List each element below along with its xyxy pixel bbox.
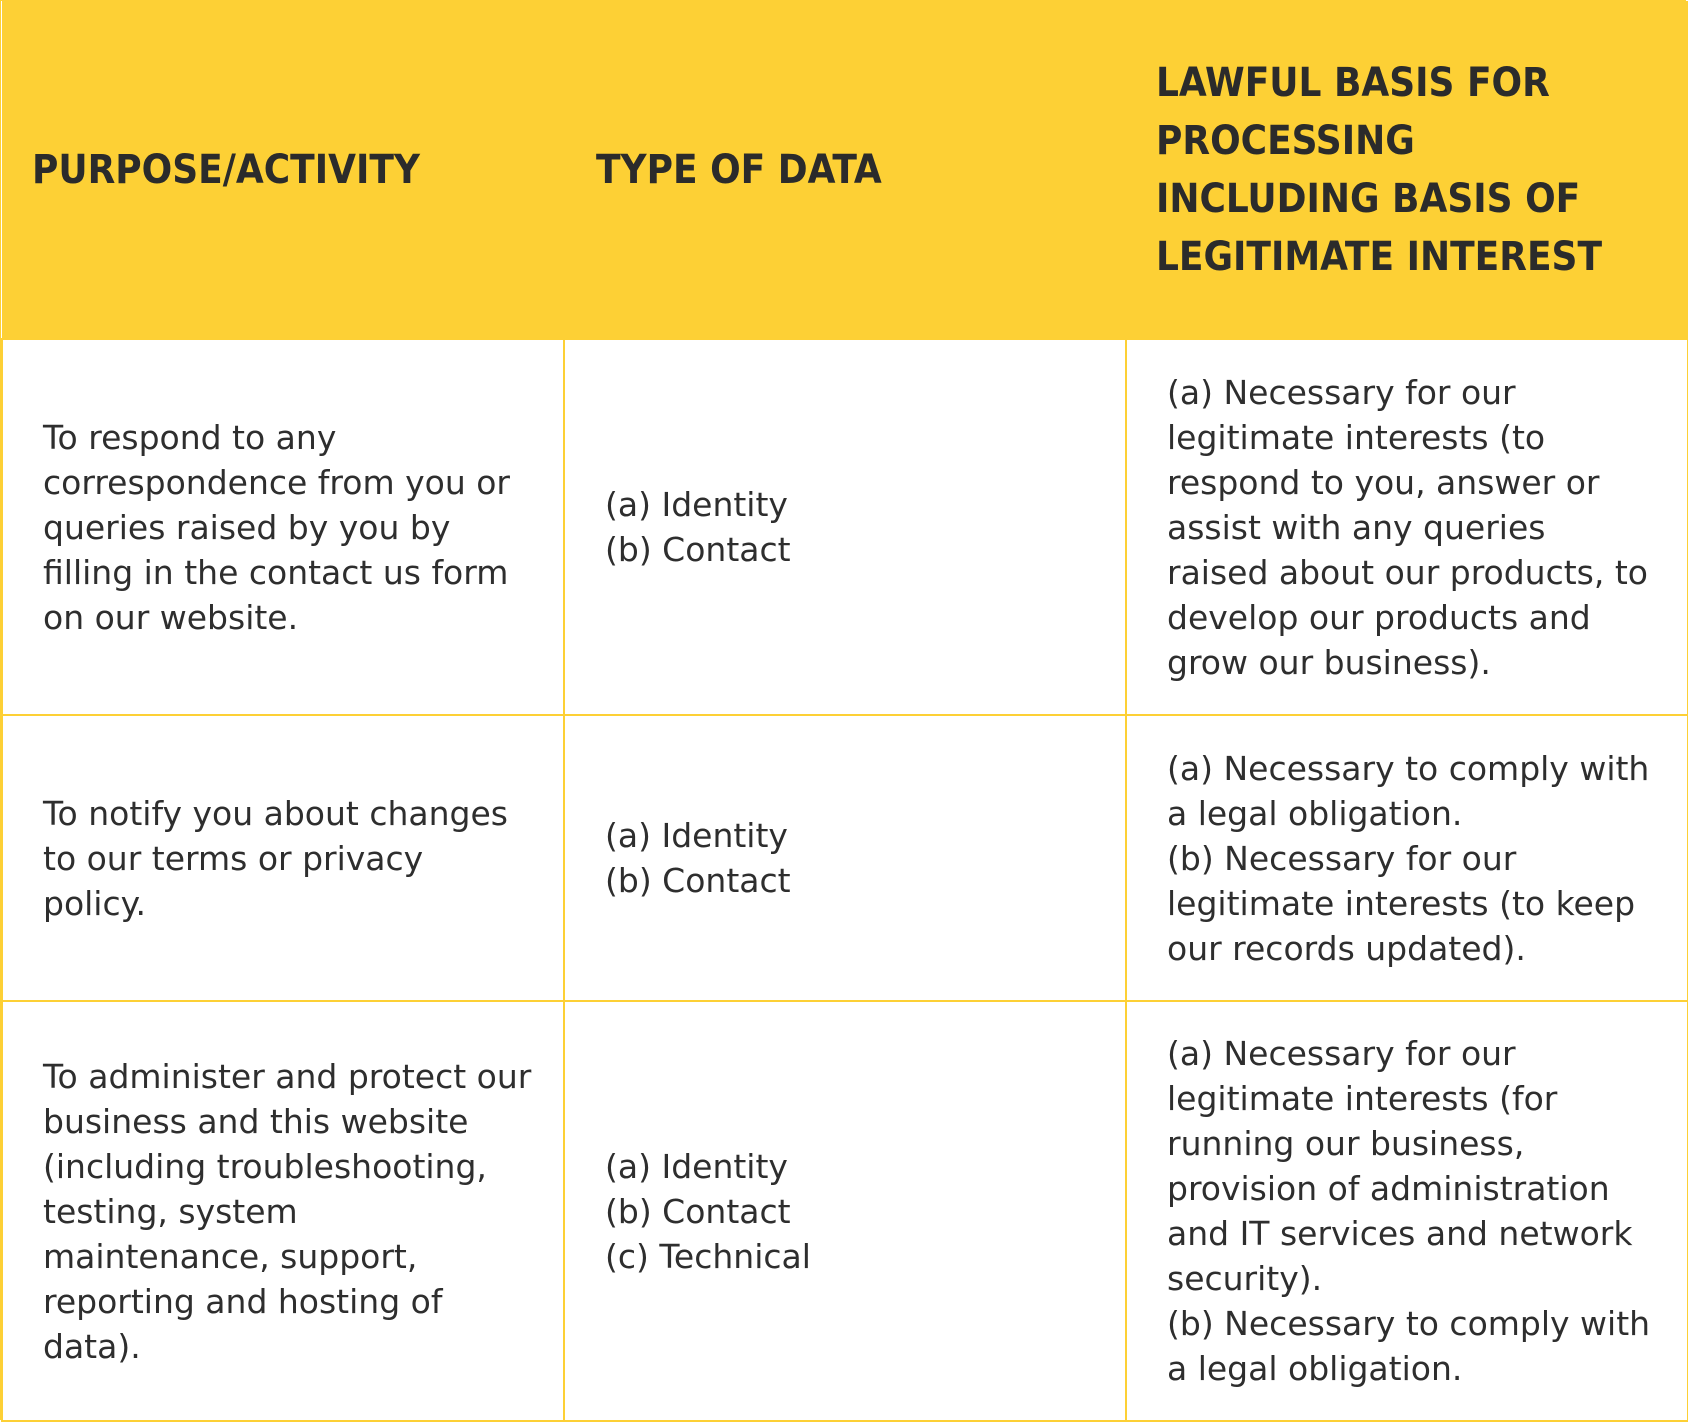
purpose-cell: [2, 339, 564, 715]
data-type-cell: [564, 339, 1126, 715]
purpose-text: To respond to any correspondence from you or queries raised by you by filling in the contact us form on our website.: [43, 417, 510, 637]
purpose-cell: [2, 1001, 564, 1421]
data-type-cell: [564, 715, 1126, 1001]
table-header: [2, 1, 1688, 339]
data-type-item: (a) Identity: [605, 485, 788, 524]
table-body: [2, 339, 1688, 1421]
lawful-basis-cell: [1126, 339, 1688, 715]
lawful-basis-item: (b) Necessary for our legitimate interests (to keep our records updated).: [1167, 838, 1636, 968]
lawful-basis-item: (a) Necessary for our legitimate interests (for running our business, provision of administration and IT services and network security).: [1167, 1034, 1633, 1298]
table-row: [2, 715, 1688, 1001]
data-type-item: (b) Contact: [605, 530, 791, 569]
purpose-text: To notify you about changes to our terms or privacy policy.: [43, 793, 508, 923]
header-row: [2, 1, 1688, 339]
data-type-item: (a) Identity: [605, 1146, 788, 1186]
header-lawful-basis: LAWFUL BASIS FOR PROCESSING INCLUDING BASIS OF LEGITIMATE INTEREST: [1126, 1, 1688, 339]
lawful-basis-item: (b) Necessary to comply with a legal obligation.: [1167, 1304, 1651, 1388]
table-row: [2, 339, 1688, 715]
data-type-item: (a) Identity: [605, 816, 788, 855]
lawful-basis-cell: [1126, 1001, 1688, 1421]
data-type-item: (b) Contact: [605, 861, 791, 900]
lawful-basis-table: [1, 1, 1688, 1422]
data-type-item: (b) Contact: [605, 1191, 791, 1231]
purpose-text: To administer and protect our business and this website (including troubleshooting, testing, system maintenance, support, reporting and hosting of data).: [43, 1056, 532, 1366]
purpose-cell: [2, 715, 564, 1001]
data-type-item: (c) Technical: [605, 1236, 811, 1276]
data-type-cell: [564, 1001, 1126, 1421]
lawful-basis-item: (a) Necessary for our legitimate interests (to respond to you, answer or assist with any queries raised about our products, to develop our products and grow our business).: [1167, 372, 1648, 682]
lawful-basis-cell: [1126, 715, 1688, 1001]
header-type-of-data: TYPE OF DATA: [564, 1, 1126, 339]
lawful-basis-item: (a) Necessary to comply with a legal obligation.: [1167, 748, 1650, 833]
table-row: [2, 1001, 1688, 1421]
header-purpose-activity: PURPOSE/ACTIVITY: [2, 1, 564, 339]
